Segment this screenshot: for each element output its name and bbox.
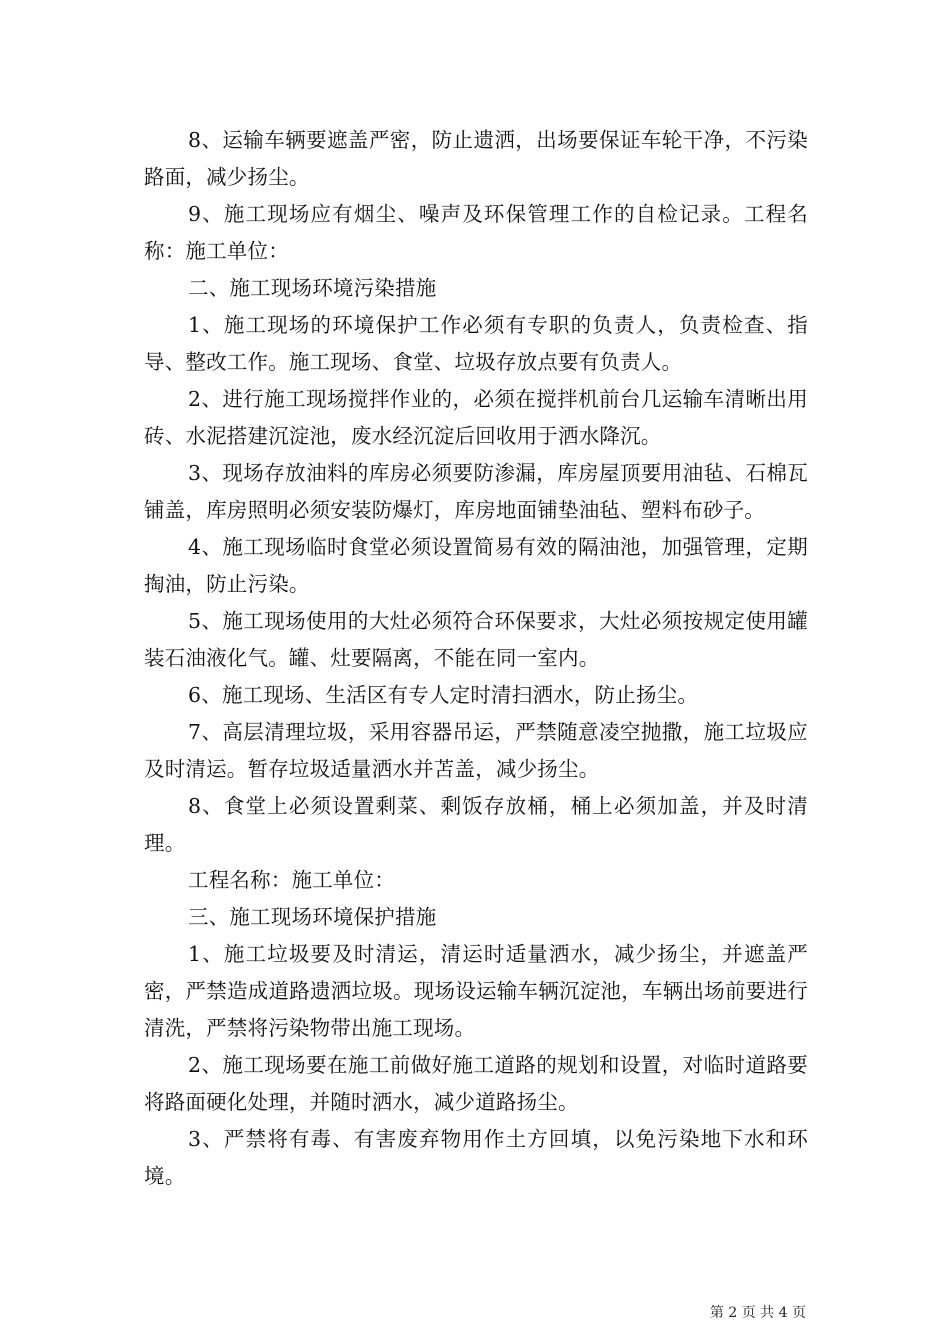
paragraph-high-rise-garbage: 7、高层清理垃圾，采用容器吊运，严禁随意凌空抛撒，施工垃圾应及时清运。暂存垃圾适量洒水并苫盖，减少扬尘。 (144, 720, 808, 781)
section-heading-pollution-measures: 二、施工现场环境污染措施 (188, 276, 437, 300)
paragraph-toxic-waste: 3、严禁将有毒、有害废弃物用作土方回填，以免污染地下水和环境。 (144, 1127, 808, 1188)
section-heading-protection-measures: 三、施工现场环境保护措施 (188, 905, 437, 929)
paragraph-grease-trap: 4、施工现场临时食堂必须设置简易有效的隔油池，加强管理，定期掏油，防止污染。 (144, 535, 808, 596)
paragraph-garbage-removal: 1、施工垃圾要及时清运，清运时适量洒水，减少扬尘，并遮盖严密，严禁造成道路遗洒垃圾。现场设运输车辆沉淀池，车辆出场前要进行清洗，严禁将污染物带出施工现场。 (144, 942, 808, 1040)
paragraph-stove-requirements: 5、施工现场使用的大灶必须符合环保要求，大灶必须按规定使用罐装石油液化气。罐、灶要隔离，不能在同一室内。 (144, 609, 808, 670)
paragraph-responsible-person: 1、施工现场的环境保护工作必须有专职的负责人，负责检查、指导、整改工作。施工现场、食堂、垃圾存放点要有负责人。 (144, 313, 808, 374)
paragraph-settling-tank: 2、进行施工现场搅拌作业的，必须在搅拌机前台几运输车清晰出用砖、水泥搭建沉淀池，废水经沉淀后回收用于洒水降沉。 (144, 387, 808, 448)
paragraph-project-info: 工程名称：施工单位： (188, 868, 395, 892)
document-body (144, 122, 808, 1195)
paragraph-self-inspection: 9、施工现场应有烟尘、噪声及环保管理工作的自检记录。工程名称：施工单位： (144, 202, 808, 263)
paragraph-road-planning: 2、施工现场要在施工前做好施工道路的规划和设置，对临时道路要将路面硬化处理，并随时洒水，减少道路扬尘。 (144, 1053, 808, 1114)
page-number: 第 2 页 共 4 页 (709, 1305, 806, 1321)
paragraph-sprinkling: 6、施工现场、生活区有专人定时清扫洒水，防止扬尘。 (188, 683, 699, 707)
paragraph-oil-storage: 3、现场存放油料的库房必须要防渗漏，库房屋顶要用油毡、石棉瓦铺盖，库房照明必须安装防爆灯，库房地面铺垫油毡、塑料布砂子。 (144, 461, 808, 522)
paragraph-transport-cover: 8、运输车辆要遮盖严密，防止遗洒，出场要保证车轮干净，不污染路面，减少扬尘。 (144, 128, 808, 189)
paragraph-leftover-bins: 8、食堂上必须设置剩菜、剩饭存放桶，桶上必须加盖，并及时清理。 (144, 794, 808, 855)
